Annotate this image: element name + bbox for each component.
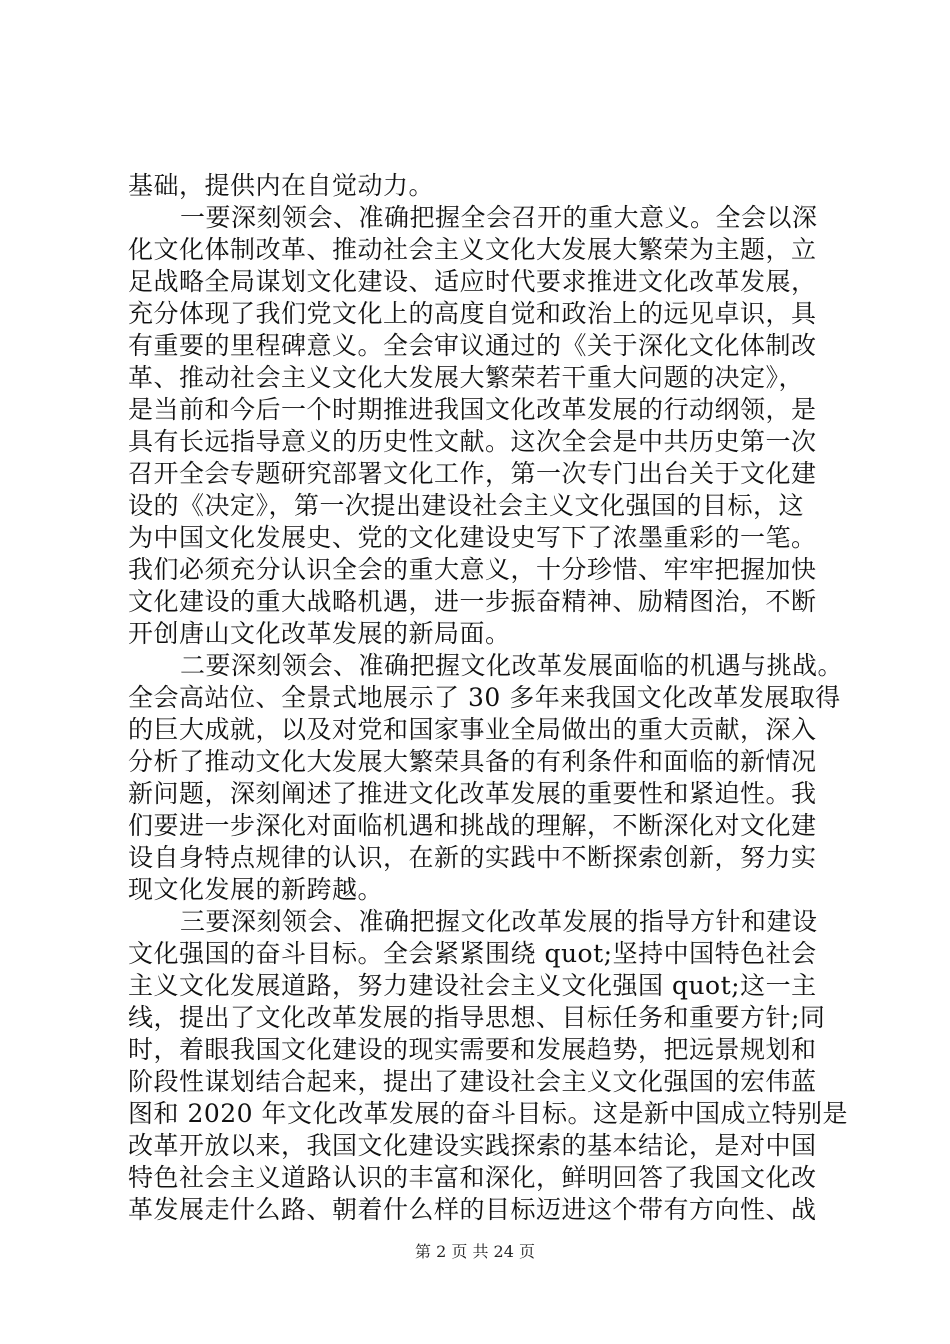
- text-line: 我们必须充分认识全会的重大意义，十分珍惜、牢牢把握加快: [128, 555, 817, 584]
- document-body: [128, 170, 849, 1226]
- text-line: 设的《决定》，第一次提出建设社会主义文化强国的目标，这: [128, 491, 805, 520]
- paragraph-first-line: 三要深刻领会、准确把握文化改革发展的指导方针和建设: [180, 907, 818, 936]
- text-line: 的巨大成就，以及对党和国家事业全局做出的重大贡献，深入: [128, 715, 817, 744]
- text-line: 分析了推动文化大发展大繁荣具备的有利条件和面临的新情况: [128, 747, 817, 776]
- text-line: 革、推动社会主义文化大发展大繁荣若干重大问题的决定》，: [128, 363, 805, 392]
- paragraph-first-line: 二要深刻领会、准确把握文化改革发展面临的机遇与挑战。: [180, 651, 844, 680]
- text-line: 改革开放以来，我国文化建设实践探索的基本结论，是对中国: [128, 1131, 817, 1160]
- text-line: 召开全会专题研究部署文化工作，第一次专门出台关于文化建: [128, 459, 817, 488]
- page-number-footer: 第 2 页 共 24 页: [415, 1242, 535, 1261]
- text-line: 开创唐山文化改革发展的新局面。: [128, 619, 511, 648]
- text-line: 文化强国的奋斗目标。全会紧紧围绕 quot;坚持中国特色社会: [128, 939, 817, 968]
- text-line: 全会高站位、全景式地展示了 30 多年来我国文化改革发展取得: [128, 683, 841, 712]
- text-line: 特色社会主义道路认识的丰富和深化，鲜明回答了我国文化改: [128, 1163, 817, 1192]
- text-line: 化文化体制改革、推动社会主义文化大发展大繁荣为主题，立: [128, 235, 817, 264]
- paragraph-first-line: 一要深刻领会、准确把握全会召开的重大意义。全会以深: [180, 203, 818, 232]
- text-line: 阶段性谋划结合起来，提出了建设社会主义文化强国的宏伟蓝: [128, 1067, 817, 1096]
- text-line: 时，着眼我国文化建设的现实需要和发展趋势，把远景规划和: [128, 1035, 817, 1064]
- text-line: 图和 2020 年文化改革发展的奋斗目标。这是新中国成立特别是: [128, 1099, 849, 1128]
- text-line: 充分体现了我们党文化上的高度自觉和政治上的远见卓识，具: [128, 299, 817, 328]
- text-line: 具有长远指导意义的历史性文献。这次全会是中共历史第一次: [128, 427, 817, 456]
- text-line: 革发展走什么路、朝着什么样的目标迈进这个带有方向性、战: [128, 1195, 817, 1224]
- text-line: 们要进一步深化对面临机遇和挑战的理解，不断深化对文化建: [128, 811, 817, 840]
- text-line: 为中国文化发展史、党的文化建设史写下了浓墨重彩的一笔。: [128, 523, 817, 552]
- text-line: 主义文化发展道路，努力建设社会主义文化强国 quot;这一主: [128, 971, 817, 1000]
- text-line: 新问题，深刻阐述了推进文化改革发展的重要性和紧迫性。我: [128, 779, 817, 808]
- text-line: 是当前和今后一个时期推进我国文化改革发展的行动纲领，是: [128, 395, 817, 424]
- text-line: 线，提出了文化改革发展的指导思想、目标任务和重要方针;同: [128, 1003, 826, 1032]
- text-line: 文化建设的重大战略机遇，进一步振奋精神、励精图治，不断: [128, 587, 817, 616]
- text-line: 基础，提供内在自觉动力。: [128, 171, 435, 200]
- text-line: 现文化发展的新跨越。: [128, 875, 384, 904]
- text-line: 足战略全局谋划文化建设、适应时代要求推进文化改革发展，: [128, 267, 817, 296]
- text-line: 有重要的里程碑意义。全会审议通过的《关于深化文化体制改: [128, 331, 817, 360]
- text-line: 设自身特点规律的认识，在新的实践中不断探索创新，努力实: [128, 843, 817, 872]
